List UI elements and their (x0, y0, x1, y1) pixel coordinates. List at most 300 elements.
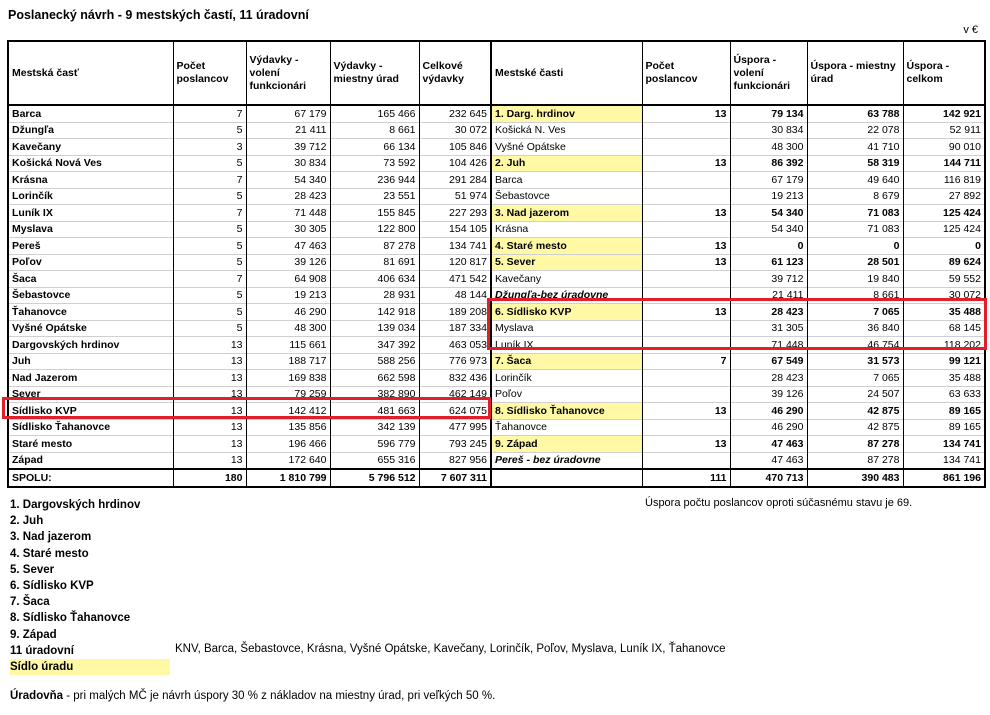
value-cell: 169 838 (246, 370, 330, 387)
value-cell: 39 712 (730, 271, 807, 288)
value-cell: 142 412 (246, 403, 330, 420)
value-cell: 13 (642, 436, 730, 453)
value-cell: 3 (173, 139, 246, 156)
value-cell: 13 (173, 337, 246, 354)
group-name: 2. Juh (491, 155, 642, 172)
value-cell: 588 256 (330, 353, 419, 370)
value-cell: 48 300 (730, 139, 807, 156)
legend-item: 11 úradovní (10, 644, 74, 657)
value-cell: 66 134 (330, 139, 419, 156)
total-value: 5 796 512 (330, 469, 419, 487)
value-cell: 5 (173, 155, 246, 172)
value-cell: 28 423 (730, 304, 807, 321)
group-name: Ťahanovce (491, 419, 642, 436)
table-row (491, 254, 985, 271)
value-cell: 5 (173, 304, 246, 321)
table-row (491, 105, 985, 122)
group-name: Krásna (491, 221, 642, 238)
value-cell: 776 973 (419, 353, 491, 370)
total-value: 7 607 311 (419, 469, 491, 487)
left-table (7, 40, 492, 488)
value-cell: 662 598 (330, 370, 419, 387)
legend-item: 5. Sever (10, 563, 55, 576)
value-cell: 139 034 (330, 320, 419, 337)
value-cell: 196 466 (246, 436, 330, 453)
value-cell: 54 340 (730, 221, 807, 238)
value-cell: 71 083 (807, 221, 903, 238)
saving-note: Úspora počtu poslancov oproti súčasnému stavu je 69. (645, 497, 913, 509)
value-cell: 462 149 (419, 386, 491, 403)
table-row (8, 337, 491, 354)
group-name: Myslava (491, 320, 642, 337)
table-row (8, 386, 491, 403)
value-cell: 5 (173, 188, 246, 205)
value-cell: 35 488 (903, 304, 985, 321)
value-cell (642, 271, 730, 288)
total-value: 861 196 (903, 469, 985, 487)
value-cell (642, 320, 730, 337)
value-cell: 30 072 (419, 122, 491, 139)
value-cell: 5 (173, 320, 246, 337)
value-cell: 13 (173, 436, 246, 453)
value-cell: 13 (642, 205, 730, 222)
value-cell: 54 340 (730, 205, 807, 222)
value-cell: 5 (173, 287, 246, 304)
value-cell: 87 278 (807, 436, 903, 453)
value-cell: 187 334 (419, 320, 491, 337)
value-cell: 79 134 (730, 105, 807, 122)
value-cell: 39 126 (730, 386, 807, 403)
value-cell: 47 463 (246, 238, 330, 255)
table-row (8, 320, 491, 337)
table-row (491, 386, 985, 403)
district-name: Barca (8, 105, 173, 122)
value-cell: 28 931 (330, 287, 419, 304)
left-header-cell: Výdavky - miestny úrad (330, 41, 419, 105)
district-name: Džungľa (8, 122, 173, 139)
left-header-cell: Počet poslancov (173, 41, 246, 105)
table-row (8, 254, 491, 271)
total-value: 1 810 799 (246, 469, 330, 487)
left-header-cell: Mestská časť (8, 41, 173, 105)
district-name: Ťahanovce (8, 304, 173, 321)
group-name: Lorinčík (491, 370, 642, 387)
value-cell: 61 123 (730, 254, 807, 271)
table-row (491, 419, 985, 436)
right-table (490, 40, 986, 488)
table-row (8, 271, 491, 288)
value-cell (642, 370, 730, 387)
district-name: Juh (8, 353, 173, 370)
value-cell: 19 213 (246, 287, 330, 304)
group-name: 3. Nad jazerom (491, 205, 642, 222)
value-cell: 71 083 (807, 205, 903, 222)
value-cell (642, 122, 730, 139)
legend-item: 3. Nad jazerom (10, 531, 92, 544)
value-cell: 49 640 (807, 172, 903, 189)
value-cell: 5 (173, 254, 246, 271)
value-cell: 832 436 (419, 370, 491, 387)
district-name: Západ (8, 452, 173, 469)
value-cell: 89 165 (903, 419, 985, 436)
value-cell: 5 (173, 122, 246, 139)
value-cell: 596 779 (330, 436, 419, 453)
value-cell: 46 290 (730, 403, 807, 420)
value-cell: 13 (642, 238, 730, 255)
value-cell: 41 710 (807, 139, 903, 156)
right-header-cell: Úspora - celkom (903, 41, 985, 105)
value-cell (642, 221, 730, 238)
table-row (491, 271, 985, 288)
value-cell: 36 840 (807, 320, 903, 337)
total-label: SPOLU: (8, 469, 173, 487)
group-name: Barca (491, 172, 642, 189)
value-cell: 0 (903, 238, 985, 255)
value-cell: 54 340 (246, 172, 330, 189)
value-cell: 24 507 (807, 386, 903, 403)
value-cell: 67 549 (730, 353, 807, 370)
value-cell: 7 (173, 205, 246, 222)
value-cell: 13 (642, 254, 730, 271)
table-row (491, 139, 985, 156)
table-row (491, 155, 985, 172)
value-cell: 67 179 (730, 172, 807, 189)
table-row (8, 172, 491, 189)
value-cell: 122 800 (330, 221, 419, 238)
value-cell: 31 305 (730, 320, 807, 337)
district-name: Šebastovce (8, 287, 173, 304)
table-row (491, 452, 985, 469)
table-row (491, 122, 985, 139)
value-cell: 134 741 (903, 436, 985, 453)
district-name: Nad Jazerom (8, 370, 173, 387)
right-header-cell: Počet poslancov (642, 41, 730, 105)
value-cell: 118 202 (903, 337, 985, 354)
value-cell (642, 287, 730, 304)
right-header-cell: Úspora - miestny úrad (807, 41, 903, 105)
group-name: Košická N. Ves (491, 122, 642, 139)
table-row (8, 403, 491, 420)
value-cell: 125 424 (903, 205, 985, 222)
table-row (8, 105, 491, 122)
value-cell: 90 010 (903, 139, 985, 156)
value-cell: 89 165 (903, 403, 985, 420)
legend-item: 8. Sídlisko Ťahanovce (10, 612, 131, 625)
value-cell: 81 691 (330, 254, 419, 271)
table-row (491, 287, 985, 304)
value-cell: 125 424 (903, 221, 985, 238)
value-cell: 13 (642, 403, 730, 420)
value-cell: 79 259 (246, 386, 330, 403)
value-cell: 827 956 (419, 452, 491, 469)
total-value: 390 483 (807, 469, 903, 487)
group-name: Šebastovce (491, 188, 642, 205)
value-cell: 46 290 (730, 419, 807, 436)
table-row (491, 172, 985, 189)
total-label (491, 469, 642, 487)
table-row (491, 188, 985, 205)
value-cell (642, 386, 730, 403)
value-cell: 104 426 (419, 155, 491, 172)
legend-item: 7. Šaca (10, 596, 50, 609)
value-cell: 793 245 (419, 436, 491, 453)
value-cell: 0 (730, 238, 807, 255)
value-cell: 120 817 (419, 254, 491, 271)
table-row (8, 436, 491, 453)
value-cell: 73 592 (330, 155, 419, 172)
district-name: Poľov (8, 254, 173, 271)
value-cell: 8 679 (807, 188, 903, 205)
total-value: 470 713 (730, 469, 807, 487)
district-name: Vyšné Opátske (8, 320, 173, 337)
district-name: Sídlisko Ťahanovce (8, 419, 173, 436)
value-cell: 471 542 (419, 271, 491, 288)
table-row (8, 287, 491, 304)
value-cell (642, 172, 730, 189)
value-cell: 7 (173, 172, 246, 189)
value-cell: 188 717 (246, 353, 330, 370)
value-cell: 35 488 (903, 370, 985, 387)
value-cell: 42 875 (807, 403, 903, 420)
group-name: Vyšné Opátske (491, 139, 642, 156)
table-row (491, 353, 985, 370)
value-cell: 51 974 (419, 188, 491, 205)
value-cell: 87 278 (330, 238, 419, 255)
value-cell: 155 845 (330, 205, 419, 222)
value-cell: 13 (173, 419, 246, 436)
value-cell: 48 300 (246, 320, 330, 337)
value-cell: 8 661 (807, 287, 903, 304)
value-cell: 144 711 (903, 155, 985, 172)
value-cell: 7 (173, 271, 246, 288)
table-row (8, 205, 491, 222)
district-name: Luník IX (8, 205, 173, 222)
value-cell: 64 908 (246, 271, 330, 288)
value-cell (642, 419, 730, 436)
district-name: Sídlisko KVP (8, 403, 173, 420)
value-cell (642, 452, 730, 469)
offices-list: KNV, Barca, Šebastovce, Krásna, Vyšné Opátske, Kavečany, Lorinčík, Poľov, Myslava, Luník IX, Ťahanovce (175, 643, 726, 655)
value-cell (642, 188, 730, 205)
value-cell: 382 890 (330, 386, 419, 403)
legend-item: 9. Západ (10, 628, 57, 641)
value-cell: 115 661 (246, 337, 330, 354)
value-cell (642, 337, 730, 354)
group-name: 1. Darg. hrdinov (491, 105, 642, 122)
district-name: Sever (8, 386, 173, 403)
group-name: Luník IX (491, 337, 642, 354)
value-cell: 47 463 (730, 436, 807, 453)
table-row (8, 419, 491, 436)
table-row (8, 238, 491, 255)
value-cell: 291 284 (419, 172, 491, 189)
value-cell: 86 392 (730, 155, 807, 172)
group-name: 4. Staré mesto (491, 238, 642, 255)
table-row (491, 205, 985, 222)
footnote-term: Úradovňa (10, 690, 64, 702)
value-cell: 142 918 (330, 304, 419, 321)
value-cell: 19 840 (807, 271, 903, 288)
table-row (8, 139, 491, 156)
table-row (8, 452, 491, 469)
legend-item: 4. Staré mesto (10, 547, 89, 560)
district-name: Šaca (8, 271, 173, 288)
table-row (8, 370, 491, 387)
footnote-text: - pri malých MČ je návrh úspory 30 % z nákladov na miestny úrad, pri veľkých 50 %. (63, 690, 496, 702)
value-cell: 406 634 (330, 271, 419, 288)
table-row (8, 353, 491, 370)
value-cell: 624 075 (419, 403, 491, 420)
table-row (491, 403, 985, 420)
legend-item: 6. Sídlisko KVP (10, 580, 94, 593)
value-cell: 39 126 (246, 254, 330, 271)
value-cell: 68 145 (903, 320, 985, 337)
value-cell: 134 741 (903, 452, 985, 469)
district-name: Staré mesto (8, 436, 173, 453)
group-name: Poľov (491, 386, 642, 403)
district-name: Lorinčík (8, 188, 173, 205)
right-header-cell: Mestské časti (491, 41, 642, 105)
value-cell: 71 448 (730, 337, 807, 354)
legend-office-seat: Sídlo úradu (10, 659, 170, 675)
value-cell: 63 788 (807, 105, 903, 122)
group-name: Džungľa-bez úradovne (491, 287, 642, 304)
value-cell: 0 (807, 238, 903, 255)
table-row (491, 436, 985, 453)
value-cell: 67 179 (246, 105, 330, 122)
value-cell: 23 551 (330, 188, 419, 205)
table-row (491, 221, 985, 238)
value-cell: 347 392 (330, 337, 419, 354)
group-name: 7. Šaca (491, 353, 642, 370)
group-name: 6. Sídlisko KVP (491, 304, 642, 321)
value-cell: 116 819 (903, 172, 985, 189)
currency-label: v € (963, 24, 978, 36)
district-name: Krásna (8, 172, 173, 189)
table-row (491, 370, 985, 387)
right-header-cell: Úspora - volení funkcionári (730, 41, 807, 105)
value-cell: 42 875 (807, 419, 903, 436)
value-cell (642, 139, 730, 156)
value-cell: 39 712 (246, 139, 330, 156)
value-cell: 13 (173, 370, 246, 387)
group-name: 8. Sídlisko Ťahanovce (491, 403, 642, 420)
table-row (491, 238, 985, 255)
group-name: Pereš - bez úradovne (491, 452, 642, 469)
value-cell: 30 834 (246, 155, 330, 172)
table-row (8, 304, 491, 321)
total-value: 180 (173, 469, 246, 487)
value-cell: 46 290 (246, 304, 330, 321)
value-cell: 5 (173, 221, 246, 238)
value-cell: 134 741 (419, 238, 491, 255)
value-cell: 154 105 (419, 221, 491, 238)
value-cell: 28 423 (246, 188, 330, 205)
value-cell: 59 552 (903, 271, 985, 288)
legend (10, 497, 170, 675)
value-cell: 21 411 (730, 287, 807, 304)
table-row (491, 304, 985, 321)
value-cell: 27 892 (903, 188, 985, 205)
legend-item: 1. Dargovských hrdinov (10, 499, 141, 511)
value-cell: 30 834 (730, 122, 807, 139)
value-cell: 481 663 (330, 403, 419, 420)
value-cell: 7 (642, 353, 730, 370)
table-row (8, 122, 491, 139)
value-cell: 227 293 (419, 205, 491, 222)
value-cell: 655 316 (330, 452, 419, 469)
value-cell: 13 (642, 304, 730, 321)
value-cell: 7 065 (807, 304, 903, 321)
value-cell: 30 305 (246, 221, 330, 238)
value-cell: 47 463 (730, 452, 807, 469)
district-name: Dargovských hrdinov (8, 337, 173, 354)
value-cell: 30 072 (903, 287, 985, 304)
table-row (8, 221, 491, 238)
value-cell: 7 (173, 105, 246, 122)
value-cell: 342 139 (330, 419, 419, 436)
value-cell: 5 (173, 238, 246, 255)
table-row (491, 320, 985, 337)
value-cell: 165 466 (330, 105, 419, 122)
value-cell: 46 754 (807, 337, 903, 354)
value-cell: 58 319 (807, 155, 903, 172)
value-cell: 99 121 (903, 353, 985, 370)
left-header-cell: Celkové výdavky (419, 41, 491, 105)
value-cell: 21 411 (246, 122, 330, 139)
value-cell: 463 053 (419, 337, 491, 354)
group-name: 9. Západ (491, 436, 642, 453)
value-cell: 13 (173, 403, 246, 420)
page-title: Poslanecký návrh - 9 mestských častí, 11 úradovní (8, 8, 309, 22)
group-name: 5. Sever (491, 254, 642, 271)
value-cell: 89 624 (903, 254, 985, 271)
district-name: Myslava (8, 221, 173, 238)
table-row (491, 337, 985, 354)
value-cell: 28 501 (807, 254, 903, 271)
value-cell: 52 911 (903, 122, 985, 139)
legend-item: 2. Juh (10, 515, 44, 528)
value-cell: 236 944 (330, 172, 419, 189)
value-cell: 13 (173, 353, 246, 370)
value-cell: 13 (642, 105, 730, 122)
value-cell: 19 213 (730, 188, 807, 205)
value-cell: 7 065 (807, 370, 903, 387)
value-cell: 477 995 (419, 419, 491, 436)
value-cell: 48 144 (419, 287, 491, 304)
value-cell: 63 633 (903, 386, 985, 403)
district-name: Košická Nová Ves (8, 155, 173, 172)
value-cell: 135 856 (246, 419, 330, 436)
group-name: Kavečany (491, 271, 642, 288)
value-cell: 71 448 (246, 205, 330, 222)
value-cell: 232 645 (419, 105, 491, 122)
district-name: Kavečany (8, 139, 173, 156)
footnote (10, 690, 495, 702)
value-cell: 8 661 (330, 122, 419, 139)
value-cell: 13 (173, 386, 246, 403)
value-cell: 28 423 (730, 370, 807, 387)
value-cell: 172 640 (246, 452, 330, 469)
left-header-cell: Výdavky - volení funkcionári (246, 41, 330, 105)
table-row (8, 188, 491, 205)
table-row (8, 155, 491, 172)
value-cell: 87 278 (807, 452, 903, 469)
value-cell: 189 208 (419, 304, 491, 321)
value-cell: 142 921 (903, 105, 985, 122)
district-name: Pereš (8, 238, 173, 255)
value-cell: 13 (173, 452, 246, 469)
